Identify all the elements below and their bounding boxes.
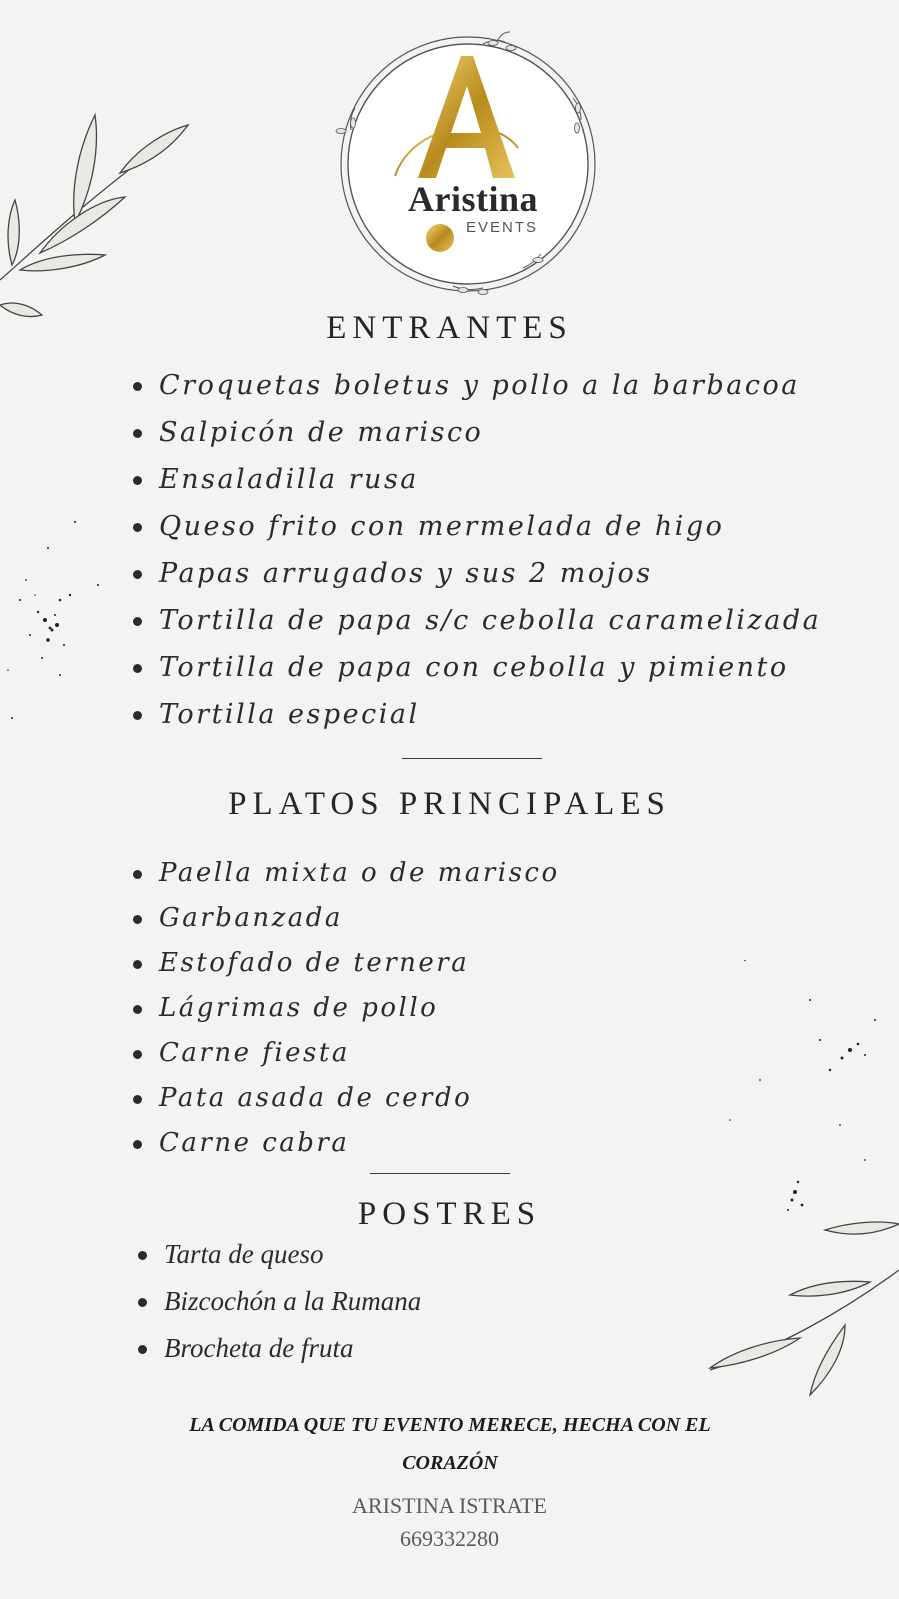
section-title-postres: POSTRES	[357, 1196, 542, 1232]
list-item: Tarta de queso	[138, 1231, 421, 1278]
contact-name: ARISTINA ISTRATE	[352, 1493, 547, 1518]
tagline	[150, 1406, 750, 1482]
list-item: Pata asada de cerdo	[133, 1076, 560, 1121]
list-item: Papas arrugados y sus 2 mojos	[133, 550, 821, 597]
divider	[370, 1173, 510, 1174]
list-item: Paella mixta o de marisco	[133, 851, 560, 896]
list-item: Croquetas boletus y pollo a la barbacoa	[133, 362, 821, 409]
section-title-principales: PLATOS PRINCIPALES	[228, 786, 671, 822]
list-item: Queso frito con mermelada de higo	[133, 503, 821, 550]
principales-list	[133, 851, 560, 1166]
list-item: Tortilla especial	[133, 691, 821, 738]
tagline-line-1: LA COMIDA QUE TU EVENTO MERECE, HECHA CON EL	[189, 1414, 711, 1436]
logo-brand-name: Aristina	[408, 179, 538, 219]
list-item: Ensaladilla rusa	[133, 456, 821, 503]
divider	[402, 758, 542, 759]
logo-subtitle: EVENTS	[466, 219, 539, 236]
list-item: Garbanzada	[133, 896, 560, 941]
list-item: Carne cabra	[133, 1121, 560, 1166]
tagline-line-2: CORAZÓN	[402, 1452, 498, 1474]
logo-wreath-icon	[333, 28, 603, 300]
list-item: Tortilla de papa con cebolla y pimiento	[133, 644, 821, 691]
section-title-entrantes: ENTRANTES	[326, 310, 573, 346]
list-item: Salpicón de marisco	[133, 409, 821, 456]
list-item: Lágrimas de pollo	[133, 986, 560, 1031]
leaf-branch-icon	[0, 105, 200, 335]
list-item: Carne fiesta	[133, 1031, 560, 1076]
postres-list	[138, 1231, 421, 1372]
leaf-branch-icon	[705, 1210, 899, 1410]
entrantes-list	[133, 362, 821, 738]
list-item: Estofado de ternera	[133, 941, 560, 986]
brand-logo	[333, 28, 603, 300]
list-item: Brocheta de fruta	[138, 1325, 421, 1372]
speckle-decoration	[0, 470, 110, 770]
contact-phone: 669332280	[400, 1526, 499, 1551]
list-item: Bizcochón a la Rumana	[138, 1278, 421, 1325]
list-item: Tortilla de papa s/c cebolla caramelizada	[133, 597, 821, 644]
